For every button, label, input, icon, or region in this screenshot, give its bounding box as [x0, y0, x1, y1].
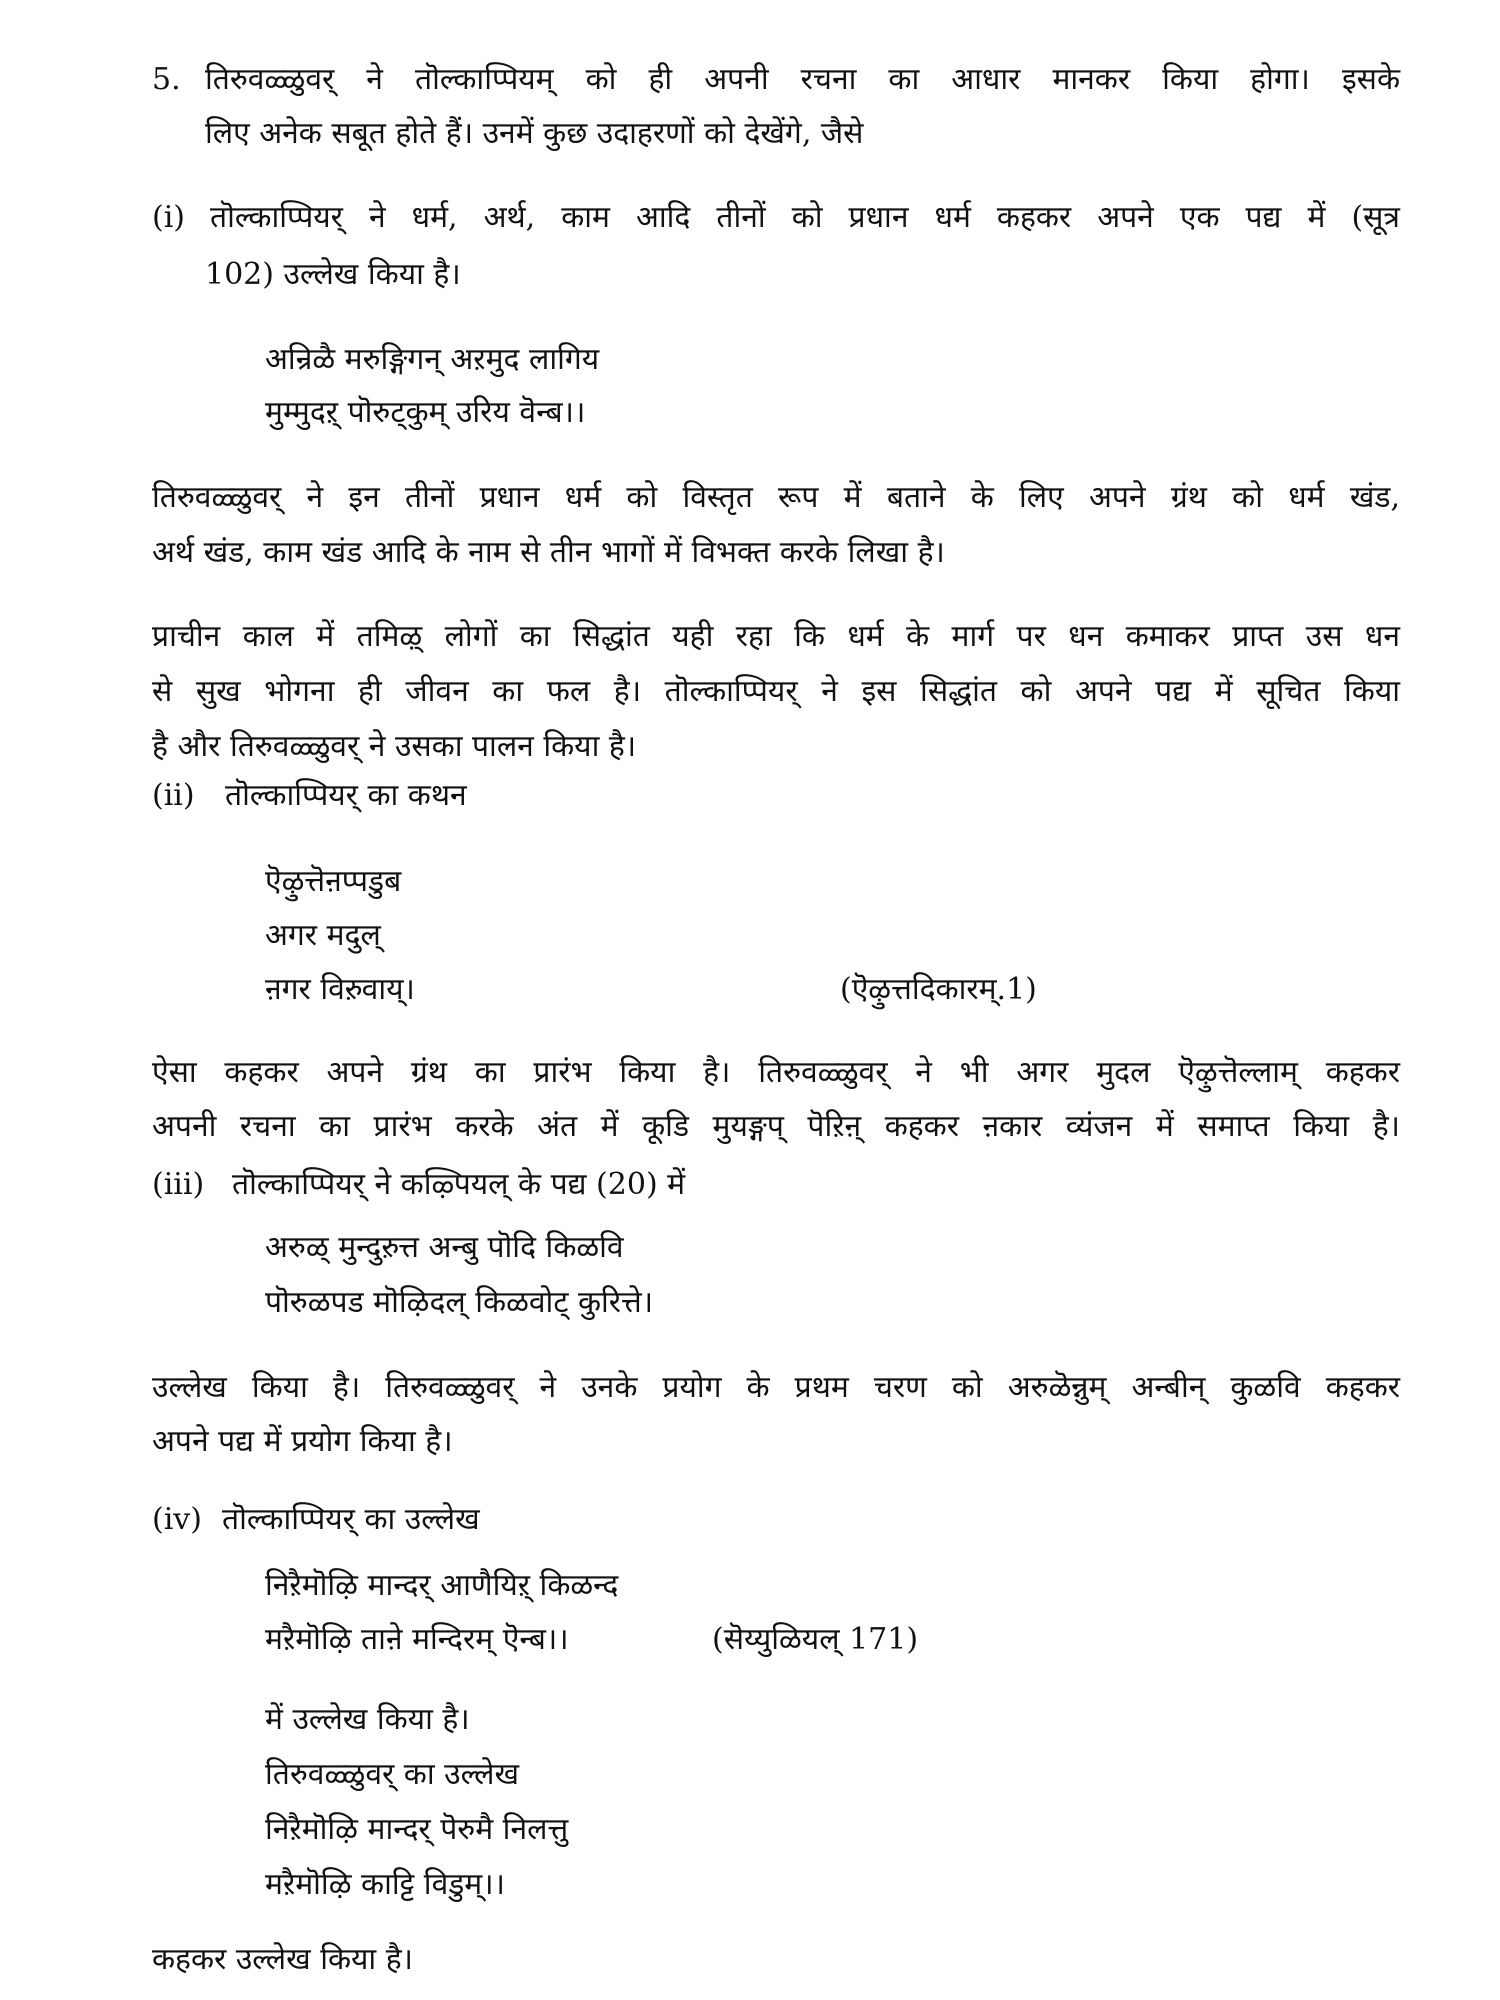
- verse-line: मुम्मुदऱ् पॊरुट्कुम् उरिय वॆन्ब।।: [265, 395, 586, 430]
- list-marker: (iv): [152, 1502, 202, 1537]
- list-marker: (i): [152, 200, 186, 235]
- paragraph-line: लिए अनेक सबूत होते हैं। उनमें कुछ उदाहरणों को देखेंगे, जैसे: [205, 116, 864, 151]
- paragraph-line: ऐसा कहकर अपने ग्रंथ का प्रारंभ किया है। तिरुवळ्ळुवर् ने भी अगर मुदल ऎऴुत्तॆल्लाम् कहकर: [152, 1055, 1400, 1090]
- verse-line: निऱैमॊऴि मान्दर् पॆरुमै निलत्तु: [265, 1812, 569, 1847]
- paragraph-line: तॊल्काप्पियर् ने धर्म, अर्थ, काम आदि तीनों को प्रधान धर्म कहकर अपने एक पद्य में (सूत्र: [210, 200, 1400, 235]
- paragraph-line: अपने पद्य में प्रयोग किया है।: [152, 1424, 453, 1459]
- list-marker: (ii): [152, 778, 195, 813]
- paragraph-line: से सुख भोगना ही जीवन का फल है। तॊल्काप्पियर् ने इस सिद्धांत को अपने पद्य में सूचित किया: [152, 674, 1400, 709]
- verse-line: अन्रिळै मरुङ्गिगन् अऱमुद लागिय: [265, 342, 600, 377]
- section-heading: तॊल्काप्पियर् का उल्लेख: [222, 1502, 480, 1537]
- paragraph-line: प्राचीन काल में तमिऴ् लोगों का सिद्धांत यही रहा कि धर्म के मार्ग पर धन कमाकर प्राप्त उस धन: [152, 619, 1400, 654]
- paragraph-line: उल्लेख किया है। तिरुवळ्ळुवर् ने उनके प्रयोग के प्रथम चरण को अरुळॆन्नुम् अन्बीन् कुळवि कहकर: [152, 1370, 1400, 1405]
- verse-line: ऩगर विऱुवाय्।: [265, 972, 415, 1007]
- verse-line: मऱैमॊऴि काट्टि विडुम्।।: [265, 1867, 505, 1902]
- verse-line: अगर मदुल्: [265, 918, 381, 953]
- text-line: में उल्लेख किया है।: [265, 1702, 470, 1737]
- verse-source: (ऎऴुत्तदिकारम्.1): [840, 972, 1037, 1007]
- paragraph-line: 102) उल्लेख किया है।: [205, 257, 461, 292]
- verse-line: मऱैमॊऴि ताऩे मन्दिरम् ऎन्ब।।: [265, 1622, 569, 1657]
- paragraph-line: तिरुवळ्ळुवर् ने इन तीनों प्रधान धर्म को विस्तृत रूप में बताने के लिए अपने ग्रंथ को धर्म खंड,: [152, 480, 1400, 515]
- verse-line: ऎऴुत्तॆऩप्पडुब: [265, 864, 402, 899]
- text-line: तिरुवळ्ळुवर् का उल्लेख: [265, 1757, 520, 1792]
- closing-line: कहकर उल्लेख किया है।: [152, 1942, 414, 1977]
- verse-line: पॊरुळपड मॊऴिदल् किळवोट् कुरित्ते।: [265, 1285, 654, 1320]
- list-marker: (iii): [152, 1167, 205, 1202]
- section-heading: तॊल्काप्पियर् ने कऴ्पियल् के पद्य (20) में: [232, 1167, 686, 1202]
- item-number: 5.: [152, 62, 181, 97]
- section-heading: तॊल्काप्पियर् का कथन: [225, 778, 467, 813]
- paragraph-line: है और तिरुवळ्ळुवर् ने उसका पालन किया है।: [152, 729, 637, 764]
- paragraph-line: अर्थ खंड, काम खंड आदि के नाम से तीन भागों में विभक्त करके लिखा है।: [152, 535, 945, 570]
- paragraph-line: तिरुवळ्ळुवर् ने तॊल्काप्पियम् को ही अपनी रचना का आधार मानकर किया होगा। इसके: [205, 62, 1400, 97]
- verse-line: अरुळ् मुन्दुऱुत्त अन्बु पॊदि किळवि: [265, 1230, 624, 1265]
- paragraph-line: अपनी रचना का प्रारंभ करके अंत में कूडि मुयङ्गप् पॆऱिऩ् कहकर ऩकार व्यंजन में समाप्त किया है।: [152, 1109, 1400, 1144]
- verse-source: (सॆय्युळियल् 171): [712, 1622, 919, 1657]
- verse-line: निऱैमॊऴि मान्दर् आणैयिऱ् किळन्द: [265, 1568, 619, 1603]
